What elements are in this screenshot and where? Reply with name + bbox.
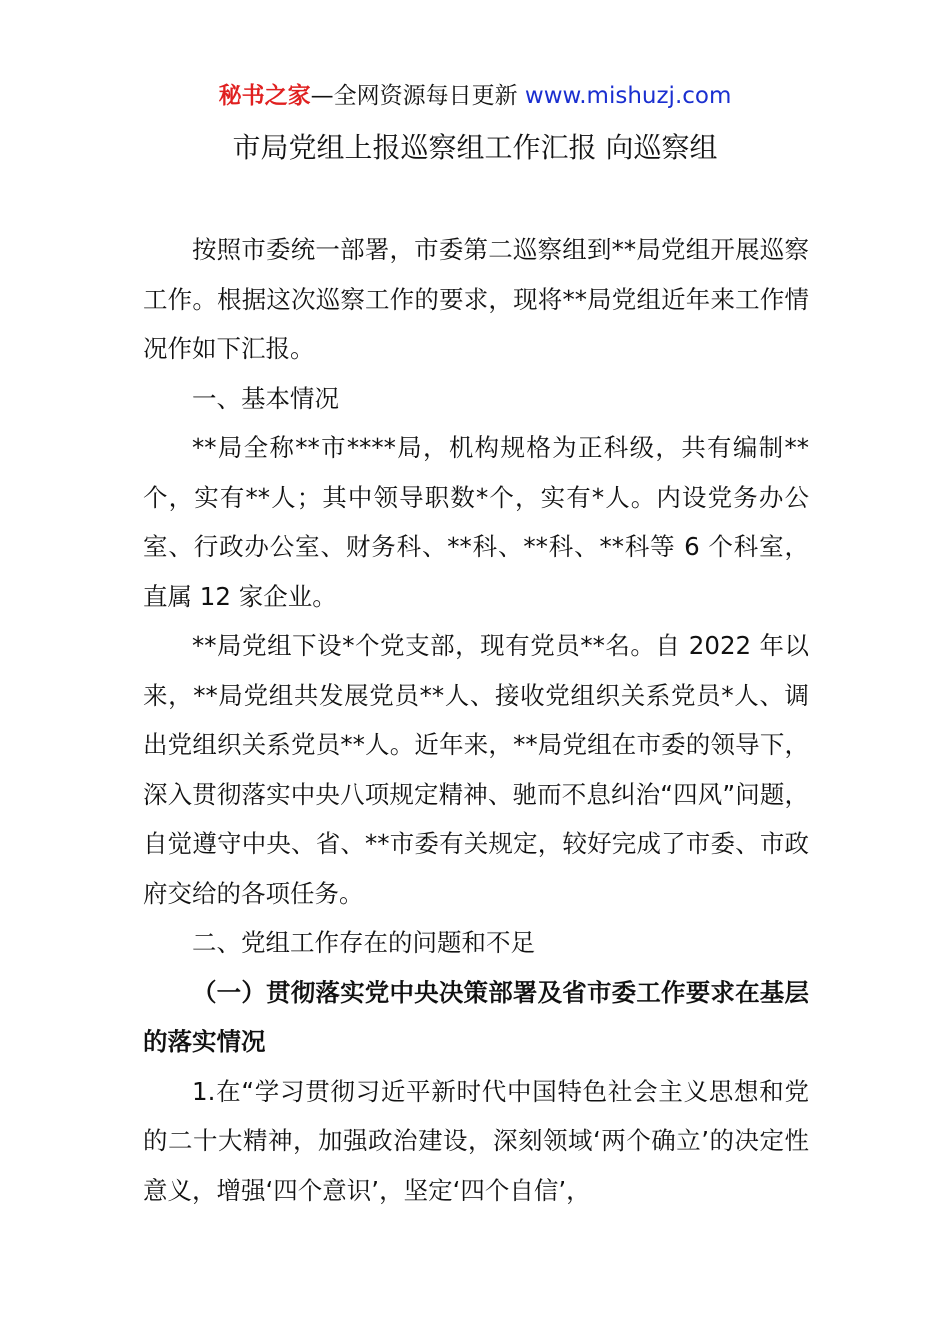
site-header bbox=[0, 80, 950, 112]
section-heading-basic-info: 一、基本情况 bbox=[192, 383, 339, 413]
document-title: 市局党组上报巡察组工作汇报 向巡察组 bbox=[232, 131, 718, 164]
item-paragraph-1: 1.在“学习贯彻习近平新时代中国特色社会主义思想和党的二十大精神，加强政治建设，深刻领域‘两个确立’的决定性意义，增强‘四个意识’，坚定‘四个自信’， bbox=[143, 1076, 809, 1205]
section-heading-problems: 二、党组工作存在的问题和不足 bbox=[192, 928, 535, 957]
site-tagline: —全网资源每日更新 bbox=[310, 83, 525, 109]
site-brand: 秘书之家 bbox=[218, 83, 311, 109]
basic-info-paragraph: **局全称**市****局，机构规格为正科级，共有编制**个，实有**人；其中领导职数*个，实有*人。内设党务办公室、行政办公室、财务科、**科、**科、**科等 6 个科室，直属 12 家企业。 bbox=[143, 433, 809, 611]
subsection-heading-implementation: （一）贯彻落实党中央决策部署及省市委工作要求在基层的落实情况 bbox=[143, 977, 809, 1056]
document-body bbox=[143, 225, 809, 1215]
site-url-link[interactable]: www.mishuzj.com bbox=[524, 83, 732, 109]
party-info-paragraph: **局党组下设*个党支部，现有党员**名。自 2022 年以来，**局党组共发展党员**人、接收党组织关系党员*人、调出党组织关系党员**人。近年来，**局党组在市委的领导下，深入贯彻落实中央八项规定精神、驰而不息纠治“四风”问题，自觉遵守中央、省、**市委有关规定，较好完成了市委、市政府交给的各项任务。 bbox=[143, 631, 809, 908]
intro-paragraph: 按照市委统一部署，市委第二巡察组到**局党组开展巡察工作。根据这次巡察工作的要求，现将**局党组近年来工作情况作如下汇报。 bbox=[143, 235, 809, 363]
